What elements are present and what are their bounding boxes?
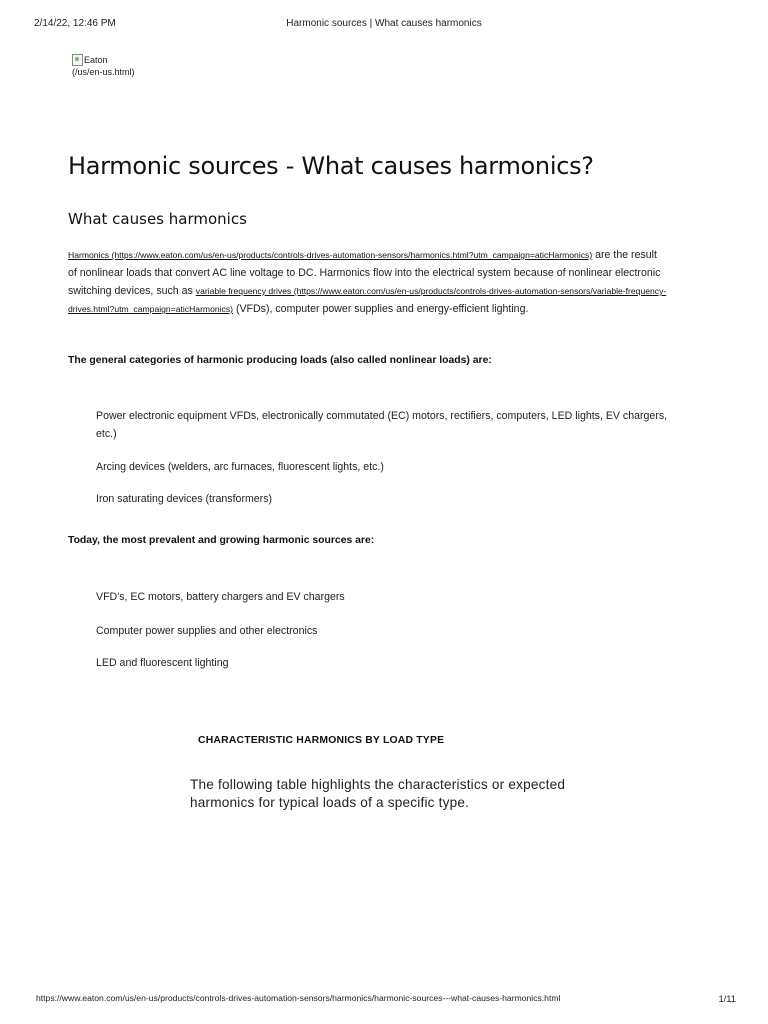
logo-alt-text: Eaton bbox=[84, 55, 108, 65]
intro-text-2: (VFDs), computer power supplies and energy-efficient lighting. bbox=[233, 303, 529, 315]
category-item-arcing: Arcing devices (welders, arc furnaces, fluorescent lights, etc.) bbox=[96, 461, 384, 473]
category-item-iron-saturating: Iron saturating devices (transformers) bbox=[96, 493, 273, 505]
page-number: 1/11 bbox=[718, 993, 736, 1004]
intro-text-1: are the result of nonlinear loads that convert AC line voltage to DC. Harmonics flow into the electrical system because of nonlinear electronic switching devices, such as bbox=[68, 249, 661, 297]
table-section-heading: CHARACTERISTIC HARMONICS BY LOAD TYPE bbox=[198, 735, 445, 746]
logo-link-text: (/us/en-us.html) bbox=[72, 67, 135, 77]
print-page-title: Harmonic sources | What causes harmonics bbox=[286, 18, 482, 29]
print-datetime: 2/14/22, 12:46 PM bbox=[34, 18, 116, 29]
print-url: https://www.eaton.com/us/en-us/products/controls-drives-automation-sensors/harmonics/harmonic-sources---what-causes-harmonics.html bbox=[36, 993, 561, 1003]
intro-paragraph bbox=[68, 246, 668, 318]
page-title: Harmonic sources - What causes harmonics? bbox=[68, 152, 594, 180]
section-heading: What causes harmonics bbox=[68, 210, 247, 228]
prevalent-heading: Today, the most prevalent and growing harmonic sources are: bbox=[68, 535, 375, 546]
prevalent-item-computers: Computer power supplies and other electronics bbox=[96, 625, 318, 637]
broken-image-icon bbox=[72, 54, 83, 66]
vfd-link[interactable]: variable frequency drives (https://www.eaton.com/us/en-us/products/controls-drives-automation-sensors/variable-frequency-drives.html?utm_campaign=aticHarmonics) bbox=[68, 286, 667, 314]
prevalent-item-vfds: VFD's, EC motors, battery chargers and EV chargers bbox=[96, 591, 345, 603]
categories-heading: The general categories of harmonic producing loads (also called nonlinear loads) are: bbox=[68, 355, 492, 366]
prevalent-item-lighting: LED and fluorescent lighting bbox=[96, 657, 229, 669]
print-header bbox=[0, 18, 768, 32]
table-section-intro: The following table highlights the characteristics or expected harmonics for typical loads of a specific type. bbox=[190, 777, 566, 810]
eaton-logo-link[interactable] bbox=[72, 54, 152, 78]
category-item-power-electronic: Power electronic equipment VFDs, electronically commutated (EC) motors, rectifiers, computers, LED lights, EV chargers, etc.) bbox=[96, 410, 668, 440]
harmonics-link[interactable]: Harmonics (https://www.eaton.com/us/en-us/products/controls-drives-automation-sensors/harmonics.html?utm_campaign=aticHarmonics) bbox=[68, 250, 593, 260]
print-footer bbox=[0, 993, 768, 1007]
